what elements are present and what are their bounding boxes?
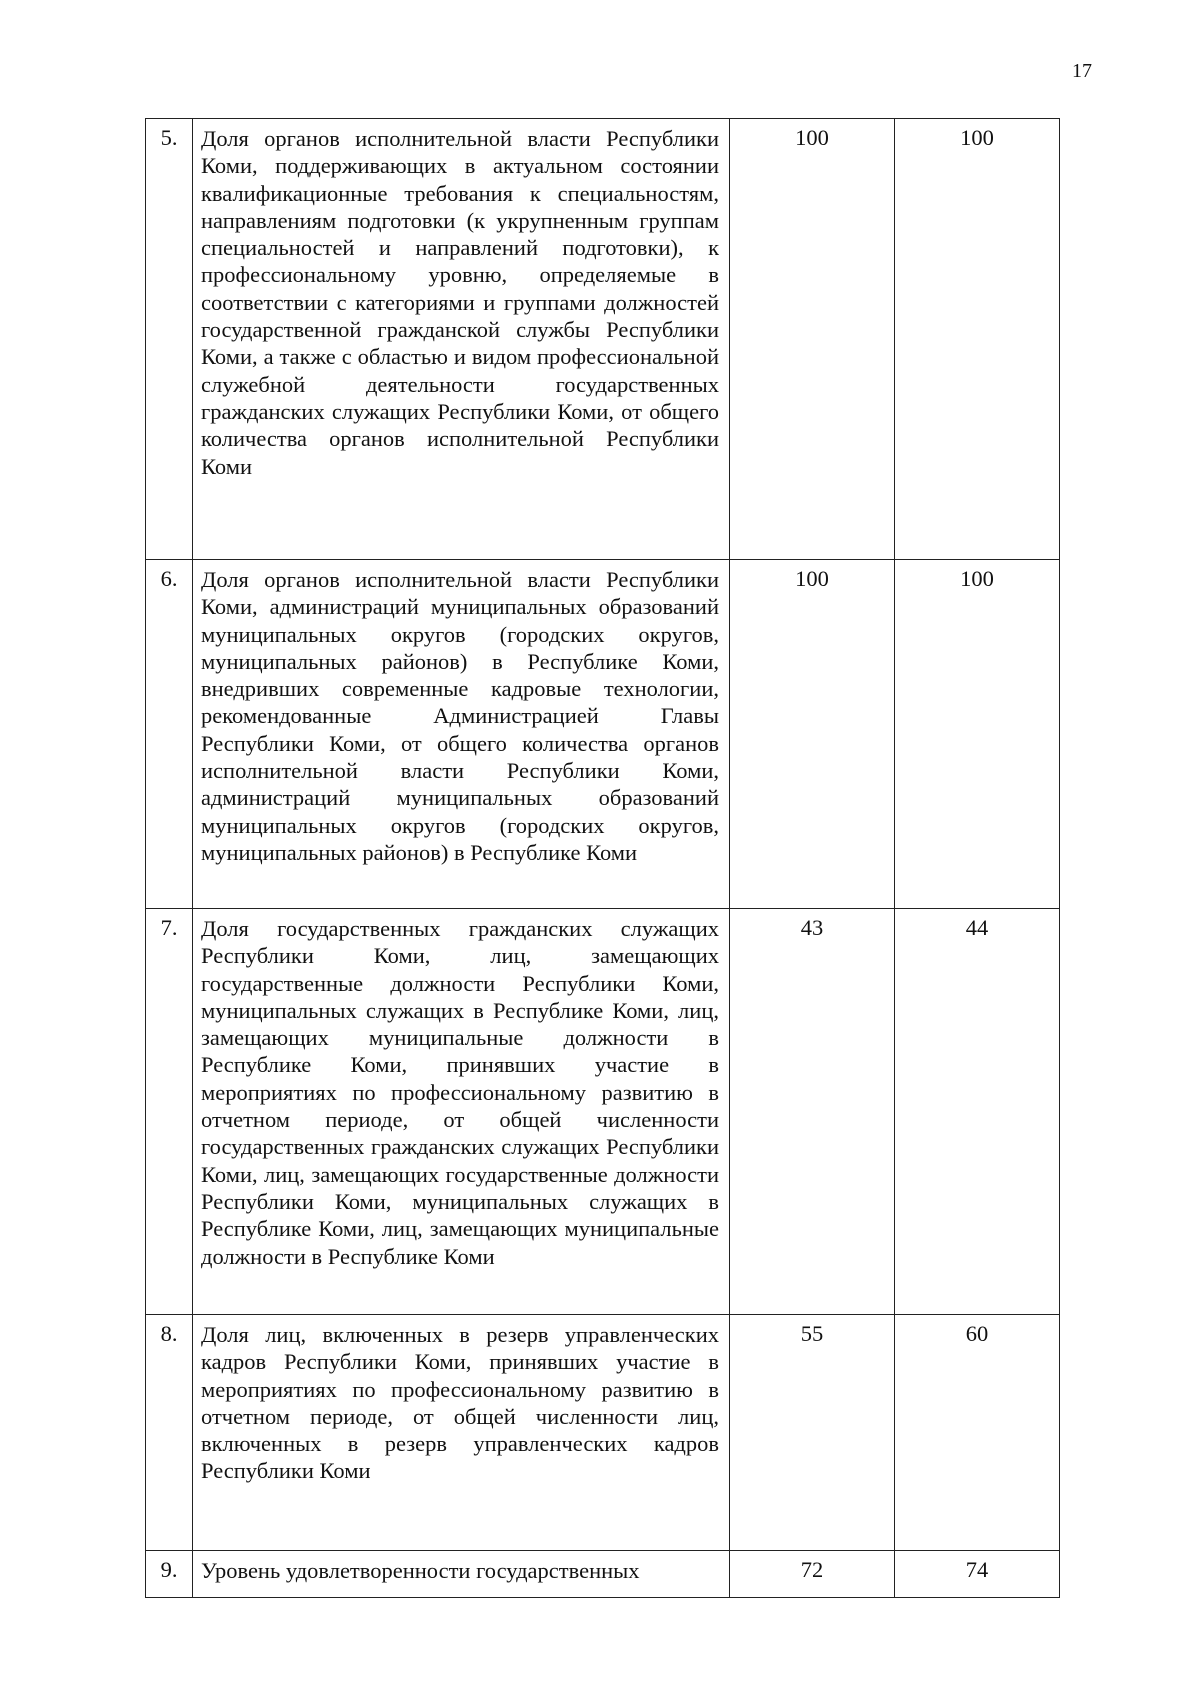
table-row	[146, 1315, 1060, 1551]
indicator-value-1: 100	[730, 119, 895, 560]
indicator-value-2: 100	[895, 560, 1060, 909]
page-number: 17	[1072, 60, 1092, 82]
indicator-description: Уровень удовлетворенности государственных	[193, 1551, 730, 1598]
table-row	[146, 119, 1060, 560]
indicator-value-1: 43	[730, 909, 895, 1315]
row-number: 5.	[146, 119, 193, 560]
indicator-value-1: 55	[730, 1315, 895, 1551]
indicators-table	[145, 118, 1060, 1598]
row-number: 9.	[146, 1551, 193, 1598]
row-number: 8.	[146, 1315, 193, 1551]
indicator-value-2: 74	[895, 1551, 1060, 1598]
row-number: 6.	[146, 560, 193, 909]
indicator-value-2: 100	[895, 119, 1060, 560]
table-row	[146, 909, 1060, 1315]
row-number: 7.	[146, 909, 193, 1315]
indicator-description: Доля государственных гражданских служащих Республики Коми, лиц, замещающих государственные должности Республики Коми, муниципальных служащих в Республике Коми, лиц, замещающих муниципальные должности в Республике Коми, принявших участие в мероприятиях по профессиональному развитию в отчетном периоде, от общей численности государственных гражданских служащих Республики Коми, лиц, замещающих государственные должности Республики Коми, муниципальных служащих в Республике Коми, лиц, замещающих муниципальные должности в Республике Коми	[193, 909, 730, 1315]
indicator-description: Доля органов исполнительной власти Республики Коми, поддерживающих в актуальном состоянии квалификационные требования к специальностям, направлениям подготовки (к укрупненным группам специальностей и направлений подготовки), к профессиональному уровню, определяемые в соответствии с категориями и группами должностей государственной гражданской службы Республики Коми, а также с областью и видом профессиональной служебной деятельности государственных гражданских служащих Республики Коми, от общего количества органов исполнительной Республики Коми	[193, 119, 730, 560]
indicator-value-1: 100	[730, 560, 895, 909]
indicator-value-1: 72	[730, 1551, 895, 1598]
indicator-value-2: 44	[895, 909, 1060, 1315]
table-row	[146, 560, 1060, 909]
table-row	[146, 1551, 1060, 1598]
indicator-description: Доля органов исполнительной власти Республики Коми, администраций муниципальных образований муниципальных округов (городских округов, муниципальных районов) в Республике Коми, внедривших современные кадровые технологии, рекомендованные Администрацией Главы Республики Коми, от общего количества органов исполнительной власти Республики Коми, администраций муниципальных образований муниципальных округов (городских округов, муниципальных районов) в Республике Коми	[193, 560, 730, 909]
indicator-value-2: 60	[895, 1315, 1060, 1551]
indicator-description: Доля лиц, включенных в резерв управленческих кадров Республики Коми, принявших участие в мероприятиях по профессиональному развитию в отчетном периоде, от общей численности лиц, включенных в резерв управленческих кадров Республики Коми	[193, 1315, 730, 1551]
